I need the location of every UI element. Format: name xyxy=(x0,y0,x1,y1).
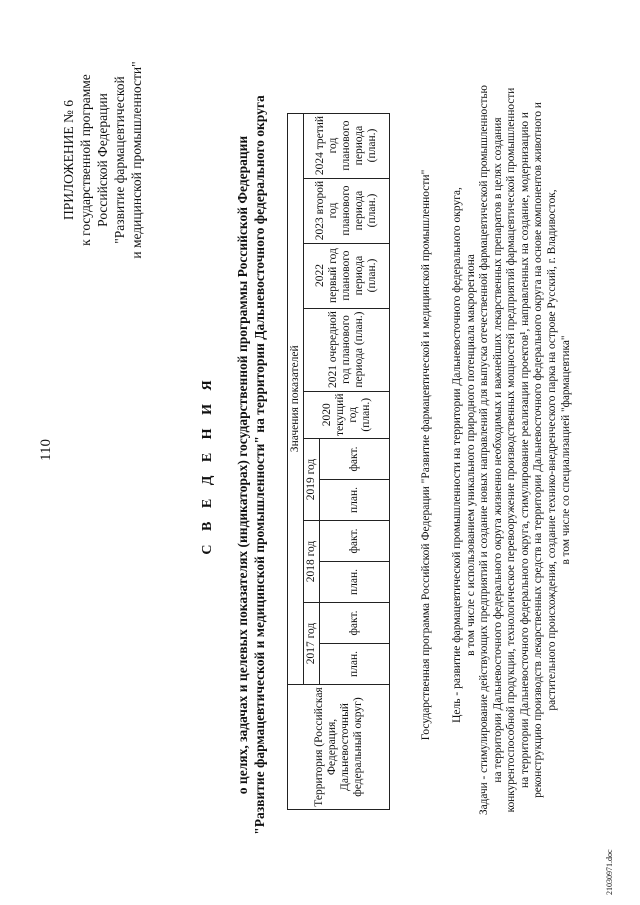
file-name: 21030971.doc xyxy=(605,849,614,895)
subcol-header: план. xyxy=(320,562,390,603)
program-line: Государственная программа Российской Федерации "Развитие фармацевтической и медицинской промышленности" xyxy=(420,169,432,741)
goal-block xyxy=(450,85,478,825)
indicators-table xyxy=(287,113,390,810)
appendix-line: "Развитие фармацевтической xyxy=(112,76,127,244)
task-line: конкурентоспособной продукции, технологическое перевооружение производственных мощностей предприятий фармацевтической промышленности xyxy=(505,87,518,813)
heading-title: С В Е Д Е Н И Я xyxy=(200,375,215,555)
task-line: на территории Дальневосточного федерального округа жизненно необходимых и важнейших лекарственных препаратов в целях создания xyxy=(491,117,504,783)
forecast-header: 2020 текущий год (план.) xyxy=(304,391,390,438)
forecast-header: 2023 второй год планового периода (план.) xyxy=(304,178,390,243)
task-line: Задачи - стимулирование действующих предприятий и создание новых направлений для выпуска отечественной фармацевтической промышленностью xyxy=(478,85,490,815)
task-line: растительного происхождения, создание технико-внедренческого парка на острове Русский, г. Владивосток, xyxy=(545,189,558,711)
appendix-line: к государственной программе xyxy=(78,74,93,246)
task-line: на территории Дальневосточного федерального округа, стимулирование реализации проектов¹, направленных на создание, модернизацию и xyxy=(518,112,531,788)
goal-line: в том числе с использованием уникального природного потенциала макрорегиона xyxy=(465,254,477,656)
goal-line: Цель - развитие фармацевтической промышленности на территории Дальневосточного федерального округа, xyxy=(451,187,463,723)
forecast-header: 2024 третий год планового периода (план.) xyxy=(304,113,390,178)
document-heading xyxy=(200,85,268,845)
subcol-header: план. xyxy=(320,644,390,685)
heading-line: о целях, задачах и целевых показателях (индикаторах) государственной программы Российской Федерации xyxy=(235,135,250,795)
year-header: 2017 год xyxy=(304,603,320,685)
tasks-block xyxy=(478,45,573,855)
appendix-line: и медицинской промышленности" xyxy=(129,61,144,259)
year-header: 2019 год xyxy=(304,439,320,521)
forecast-header: 2022 первый год планового периода (план.) xyxy=(304,243,390,308)
year-header: 2018 год xyxy=(304,521,320,603)
subcol-header: факт. xyxy=(320,521,390,562)
task-line: в том числе со специализацией "фармацевтика" xyxy=(559,335,572,565)
subcol-header: факт. xyxy=(320,603,390,644)
subcol-header: факт. xyxy=(320,439,390,480)
values-header: Значения показателей xyxy=(288,113,304,684)
territory-header: Территория (Российская Федерация, Дальневосточный федеральный округ) xyxy=(288,685,390,810)
appendix-block xyxy=(60,40,145,280)
forecast-header: 2021 очередной год планового периода (план.) xyxy=(304,308,390,391)
page-number: 110 xyxy=(38,439,54,461)
appendix-line: Российской Федерации xyxy=(95,93,110,227)
subcol-header: план. xyxy=(320,480,390,521)
task-line: реконструкцию производств лекарственных средств на территории Дальневосточного федерального округа на основе компонентов животного и xyxy=(532,102,545,798)
appendix-line: ПРИЛОЖЕНИЕ № 6 xyxy=(61,99,76,221)
heading-line: "Развитие фармацевтической и медицинской промышленности" на территории Дальневосточного федерального округа xyxy=(252,95,267,835)
